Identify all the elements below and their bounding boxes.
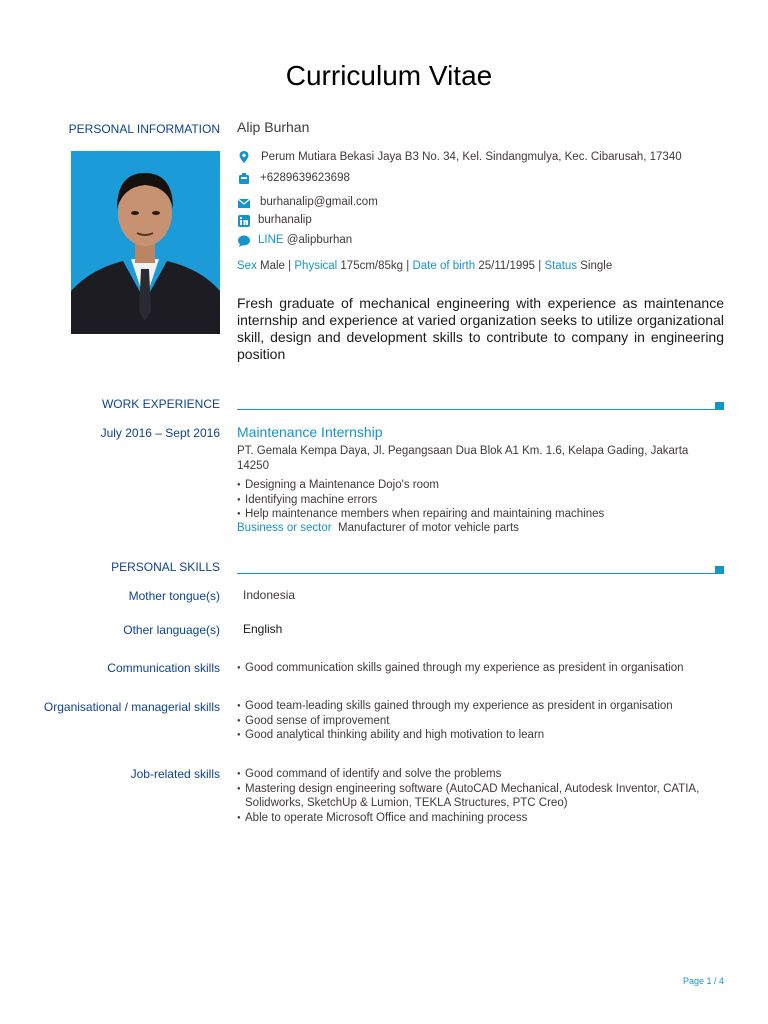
job-related-skills-label: Job-related skills (130, 767, 220, 781)
physical-value: 175cm/85kg (340, 260, 404, 272)
mother-tongue-label: Mother tongue(s) (128, 589, 220, 603)
separator: | (288, 260, 292, 272)
section-divider-marker (715, 566, 724, 574)
communication-skills-label: Communication skills (107, 661, 220, 675)
summary-statement: Fresh graduate of mechanical engineering with experience as maintenance internship and experience at varied organization seeks to utilize organizational skill, design and development skills to contribute to company in engineering position (237, 295, 724, 362)
list-item: ● Good team-leading skills gained through my experience as president in organisation (237, 699, 724, 714)
communication-skills-list (237, 661, 724, 676)
work-position: Maintenance Internship (237, 424, 383, 440)
dob-value: 25/11/1995 (478, 260, 536, 272)
list-item: ● Good communication skills gained through my experience as president in organisation (237, 661, 724, 676)
list-item: ● Good sense of improvement (237, 714, 724, 729)
organisational-skills-label: Organisational / managerial skills (43, 700, 220, 714)
address-text: Perum Mutiara Bekasi Jaya B3 No. 34, Kel. Sindangmulya, Kec. Cibarusah, 17340 (261, 151, 682, 163)
sex-value: Male (260, 260, 285, 272)
work-employer: PT. Gemala Kempa Daya, Jl. Pegangsaan Dua Blok A1 Km. 1.6, Kelapa Gading, Jakarta 14250 (237, 445, 689, 472)
separator: | (538, 260, 542, 272)
personal-skills-label: PERSONAL SKILLS (111, 560, 220, 574)
email-link[interactable]: burhanalip@gmail.com (260, 196, 378, 208)
list-item: ● Identifying machine errors (237, 493, 724, 508)
phone-number[interactable]: +6289639623698 (260, 172, 350, 184)
document-title: Curriculum Vitae (285, 60, 493, 91)
chat-icon (237, 234, 251, 253)
work-experience-label: WORK EXPERIENCE (101, 397, 220, 411)
list-item: ● Good command of identify and solve the problems (237, 767, 724, 782)
section-divider (237, 573, 724, 574)
sector-value: Manufacturer of motor vehicle parts (338, 522, 519, 534)
other-language-label: Other language(s) (123, 623, 220, 637)
email-icon (237, 196, 251, 215)
section-divider-marker (715, 402, 724, 410)
dob-label: Date of birth (412, 260, 476, 272)
list-item: ● Good analytical thinking ability and high motivation to learn (237, 728, 724, 743)
im-value[interactable]: @alipburhan (286, 234, 353, 246)
section-divider (237, 409, 724, 410)
sector-label: Business or sector (237, 522, 332, 534)
im-label: LINE (258, 234, 284, 246)
organisational-skills-list (237, 699, 724, 743)
list-item: ● Help maintenance members when repairing and maintaining machines (237, 507, 724, 522)
status-label: Status (544, 260, 578, 272)
sex-label: Sex (237, 260, 257, 272)
linkedin-handle[interactable]: burhanalip (258, 214, 312, 226)
page-number: Page 1 / 4 (682, 976, 724, 986)
list-item: ● Able to operate Microsoft Office and machining process (237, 811, 724, 826)
personal-details-line (237, 260, 612, 272)
profile-photo (71, 151, 220, 334)
location-icon (237, 150, 251, 169)
work-duties-list (237, 478, 724, 522)
status-value: Single (580, 260, 613, 272)
separator: | (406, 260, 410, 272)
job-related-skills-list (237, 767, 724, 825)
applicant-name: Alip Burhan (237, 119, 310, 135)
list-item: ● Designing a Maintenance Dojo's room (237, 478, 724, 493)
list-item: ● Mastering design engineering software (AutoCAD Mechanical, Autodesk Inventor, CATIA, Solidworks, SketchUp & Lumion, TEKLA Structures, PTC Creo) (237, 782, 724, 811)
mother-tongue-value: Indonesia (243, 588, 296, 602)
physical-label: Physical (294, 260, 338, 272)
im-account (258, 234, 352, 246)
work-sector (237, 522, 519, 534)
phone-icon (237, 172, 251, 191)
work-date: July 2016 – Sept 2016 (100, 426, 220, 440)
other-language-value: English (243, 622, 283, 636)
linkedin-icon (237, 214, 251, 233)
personal-info-label: PERSONAL INFORMATION (68, 122, 220, 136)
